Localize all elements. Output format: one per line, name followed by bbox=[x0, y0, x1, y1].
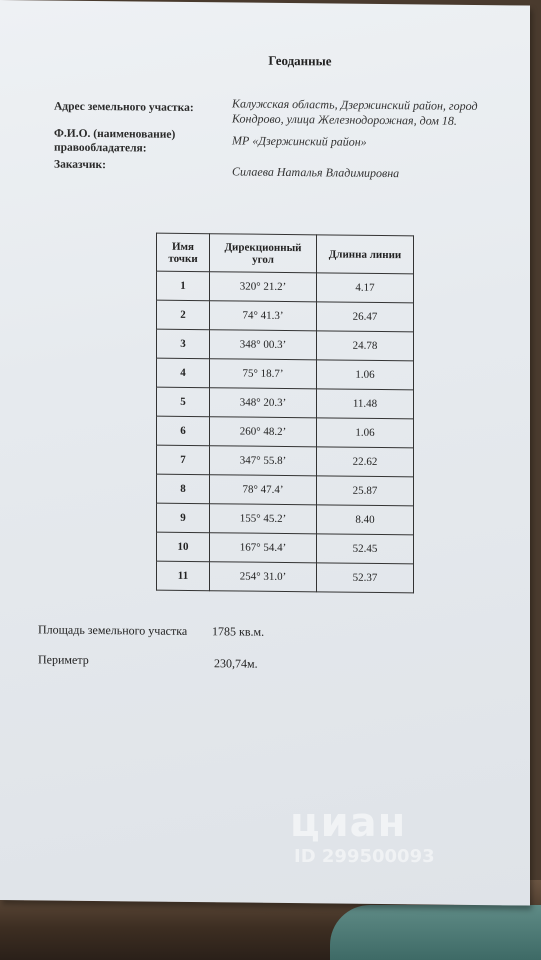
geodata-table bbox=[156, 233, 414, 594]
header-point-name bbox=[157, 233, 210, 272]
table-row bbox=[157, 561, 414, 593]
point-name-cell: 8 bbox=[157, 474, 210, 504]
owner-label bbox=[54, 127, 175, 156]
direction-angle-cell: 254° 31.0’ bbox=[210, 562, 317, 592]
line-length-cell: 26.47 bbox=[317, 302, 414, 332]
direction-angle-cell: 75° 18.7’ bbox=[210, 359, 317, 389]
line-length-cell: 1.06 bbox=[317, 418, 414, 448]
green-object bbox=[330, 905, 541, 960]
owner-label-line2: правообладателя: bbox=[54, 141, 147, 155]
direction-angle-cell: 347° 55.8’ bbox=[210, 446, 317, 476]
perimeter-label: Периметр bbox=[38, 652, 89, 667]
cian-watermark-id: ID 299500093 bbox=[294, 846, 435, 867]
direction-angle-cell: 348° 20.3’ bbox=[210, 388, 317, 418]
header-direction-angle-l2: угол bbox=[252, 253, 274, 266]
area-label: Площадь земельного участка bbox=[38, 622, 188, 638]
header-direction-angle-l1: Дирекционный bbox=[224, 240, 302, 254]
direction-angle-cell: 155° 45.2’ bbox=[210, 504, 317, 534]
direction-angle-cell: 78° 47.4’ bbox=[210, 475, 317, 505]
table-row bbox=[157, 271, 414, 303]
header-point-name-l2: точки bbox=[168, 252, 198, 265]
document-title: Геоданные bbox=[268, 52, 332, 69]
table-row bbox=[157, 329, 414, 361]
table-row bbox=[157, 300, 414, 332]
table-row bbox=[157, 445, 414, 477]
line-length-cell: 24.78 bbox=[317, 331, 414, 361]
line-length-cell: 52.45 bbox=[317, 534, 414, 564]
header-line-length: Длинна линии bbox=[317, 235, 414, 274]
table-row bbox=[157, 532, 414, 564]
point-name-cell: 7 bbox=[157, 445, 210, 475]
address-value-line1: Калужская область, Дзержинский район, город bbox=[232, 96, 478, 114]
direction-angle-cell: 167° 54.4’ bbox=[210, 533, 317, 563]
point-name-cell: 4 bbox=[157, 358, 210, 388]
table-row bbox=[157, 474, 414, 506]
line-length-cell: 52.37 bbox=[317, 563, 414, 593]
table-row bbox=[157, 503, 414, 535]
point-name-cell: 10 bbox=[157, 532, 210, 562]
owner-label-line1: Ф.И.О. (наименование) bbox=[54, 127, 176, 141]
point-name-cell: 6 bbox=[157, 416, 210, 446]
direction-angle-cell: 348° 00.3’ bbox=[210, 330, 317, 360]
table-header-row bbox=[157, 233, 414, 274]
perimeter-value: 230,74м. bbox=[214, 656, 258, 671]
address-value bbox=[232, 96, 478, 129]
line-length-cell: 8.40 bbox=[317, 505, 414, 535]
line-length-cell: 1.06 bbox=[317, 360, 414, 390]
point-name-cell: 2 bbox=[157, 300, 210, 330]
direction-angle-cell: 74° 41.3’ bbox=[210, 301, 317, 331]
customer-value: Силаева Наталья Владимировна bbox=[232, 164, 400, 181]
table-row bbox=[157, 358, 414, 390]
table-row bbox=[157, 387, 414, 419]
line-length-cell: 22.62 bbox=[317, 447, 414, 477]
line-length-cell: 4.17 bbox=[317, 273, 414, 303]
table-row bbox=[157, 416, 414, 448]
customer-label: Заказчик: bbox=[54, 158, 106, 172]
point-name-cell: 5 bbox=[157, 387, 210, 417]
owner-value: МР «Дзержинский район» bbox=[232, 133, 367, 149]
address-value-line2: Кондрово, улица Железнодорожная, дом 18. bbox=[232, 111, 457, 128]
address-label: Адрес земельного участка: bbox=[54, 100, 194, 115]
point-name-cell: 3 bbox=[157, 329, 210, 359]
point-name-cell: 9 bbox=[157, 503, 210, 533]
line-length-cell: 25.87 bbox=[317, 476, 414, 506]
line-length-cell: 11.48 bbox=[317, 389, 414, 419]
point-name-cell: 1 bbox=[157, 271, 210, 301]
direction-angle-cell: 320° 21.2’ bbox=[210, 272, 317, 302]
cian-watermark-logo: циан bbox=[290, 800, 407, 846]
header-direction-angle bbox=[210, 234, 317, 273]
header-point-name-l1: Имя bbox=[172, 240, 194, 253]
area-value: 1785 кв.м. bbox=[212, 624, 265, 639]
direction-angle-cell: 260° 48.2’ bbox=[210, 417, 317, 447]
point-name-cell: 11 bbox=[157, 561, 210, 591]
